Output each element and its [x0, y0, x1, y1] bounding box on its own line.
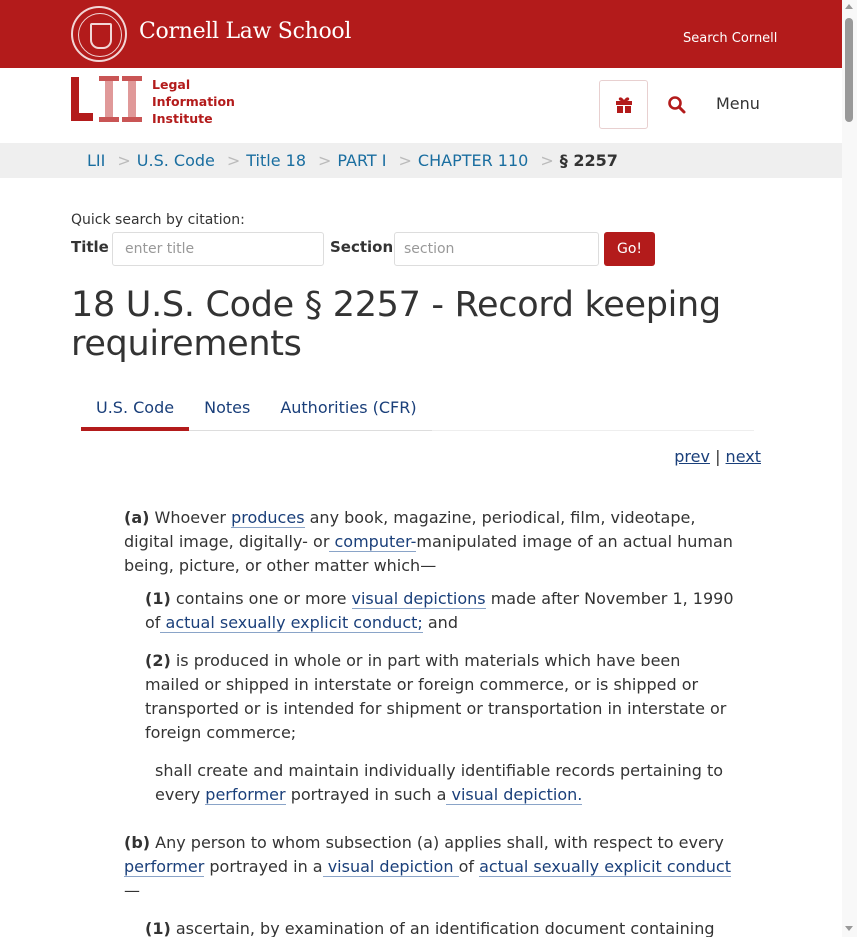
text: portrayed in a — [204, 857, 323, 876]
text: manipulated image of an actual human being, picture, or other matter which— — [124, 532, 733, 575]
subsection-b — [124, 831, 736, 903]
breadcrumb-lii[interactable]: LII — [87, 151, 106, 170]
scroll-thumb[interactable] — [845, 18, 853, 122]
section-input[interactable] — [394, 232, 599, 266]
breadcrumb-separator: > — [117, 151, 131, 170]
logo-line-legal: Legal — [152, 77, 191, 92]
text: made after November 1, 1990 of — [145, 589, 734, 632]
prev-link[interactable]: prev — [674, 447, 710, 466]
text: Whoever — [149, 508, 232, 527]
definition-link-sexually-explicit-conduct[interactable]: actual sexually explicit conduct — [479, 857, 731, 876]
tab-bar-fill — [432, 388, 754, 431]
lii-logo-text — [152, 76, 235, 127]
search-button[interactable] — [664, 92, 690, 118]
page-scrollbar[interactable] — [842, 0, 857, 937]
text: ascertain, by examination of an identification document containing — [170, 919, 715, 937]
school-name[interactable]: Cornell Law School — [139, 19, 352, 44]
subsection-label: (a) — [124, 508, 150, 527]
quick-search-label: Quick search by citation: — [71, 212, 245, 228]
subsection-a-continuation — [155, 759, 736, 807]
lii-letters-icon — [71, 76, 143, 122]
text: contains one or more — [170, 589, 352, 608]
definition-link-visual-depiction[interactable]: visual depiction — [322, 857, 459, 876]
go-button[interactable]: Go! — [604, 232, 655, 266]
search-cornell-link[interactable]: Search Cornell — [683, 31, 778, 46]
section-field-label: Section — [330, 238, 394, 256]
breadcrumb-chapter-110[interactable]: CHAPTER 110 — [417, 151, 529, 170]
definition-link-visual-depiction[interactable]: visual depiction. — [446, 785, 583, 804]
tab-notes[interactable]: Notes — [189, 388, 265, 431]
paragraph-label: (1) — [145, 589, 171, 608]
paragraph-a-2 — [145, 649, 736, 745]
gift-icon — [615, 96, 633, 114]
cornell-header — [0, 0, 842, 68]
definition-link-sexually-explicit-conduct[interactable]: actual sexually explicit conduct; — [160, 613, 423, 632]
text: any book, magazine, periodical, film, videotape, digital image, digitally- or — [124, 508, 696, 551]
breadcrumb-part-i[interactable]: PART I — [337, 151, 387, 170]
menu-button[interactable]: Menu — [716, 94, 760, 113]
paragraph-a-1 — [145, 587, 736, 635]
donate-button[interactable] — [599, 80, 648, 129]
pager-divider: | — [715, 447, 721, 466]
lii-logo[interactable] — [71, 76, 235, 127]
breadcrumb-separator: > — [318, 151, 332, 170]
subsection-label: (b) — [124, 833, 151, 852]
search-icon — [664, 92, 690, 118]
logo-line-institute: Institute — [152, 111, 213, 126]
breadcrumb-separator: > — [398, 151, 412, 170]
text: shall create and maintain individually identifiable records pertaining to every — [155, 761, 724, 804]
breadcrumb-separator: > — [226, 151, 241, 170]
paragraph-label: (1) — [145, 919, 171, 937]
tab-us-code[interactable]: U.S. Code — [81, 388, 189, 431]
logo-line-information: Information — [152, 94, 235, 109]
pager — [674, 447, 761, 466]
definition-link-visual-depictions[interactable]: visual depictions — [351, 589, 486, 608]
definition-link-computer[interactable]: computer- — [329, 532, 417, 551]
scroll-down-arrow-icon[interactable] — [845, 926, 853, 931]
paragraph-b-1 — [145, 917, 736, 937]
scroll-up-arrow-icon[interactable] — [845, 4, 853, 9]
text: is produced in whole or in part with materials which have been mailed or shipped in interstate or foreign commerce, or is shipped or transported or is intended for shipment or transportation in interstate or foreign commerce; — [145, 651, 727, 742]
text: — — [124, 881, 140, 900]
definition-link-performer[interactable]: performer — [124, 857, 205, 876]
breadcrumb — [0, 143, 842, 178]
cornell-seal-icon[interactable] — [71, 6, 127, 62]
breadcrumb-current: § 2257 — [559, 151, 618, 170]
title-field-label: Title — [71, 238, 109, 256]
text: and — [422, 613, 458, 632]
tab-authorities[interactable]: Authorities (CFR) — [265, 388, 431, 431]
breadcrumb-title-18[interactable]: Title 18 — [246, 151, 306, 170]
text: portrayed in such a — [285, 785, 447, 804]
page-title: 18 U.S. Code § 2257 - Record keeping requirements — [71, 285, 721, 364]
text: Any person to whom subsection (a) applies shall, with respect to every — [150, 833, 724, 852]
next-link[interactable]: next — [725, 447, 761, 466]
breadcrumb-separator: > — [540, 151, 554, 170]
tab-bar — [81, 388, 754, 431]
breadcrumb-us-code[interactable]: U.S. Code — [136, 151, 215, 170]
text: of — [458, 857, 480, 876]
definition-link-performer[interactable]: performer — [205, 785, 286, 804]
title-input[interactable] — [112, 232, 324, 266]
definition-link-produces[interactable]: produces — [231, 508, 305, 527]
statute-text — [124, 506, 736, 937]
paragraph-label: (2) — [145, 651, 171, 670]
subsection-a — [124, 506, 736, 578]
